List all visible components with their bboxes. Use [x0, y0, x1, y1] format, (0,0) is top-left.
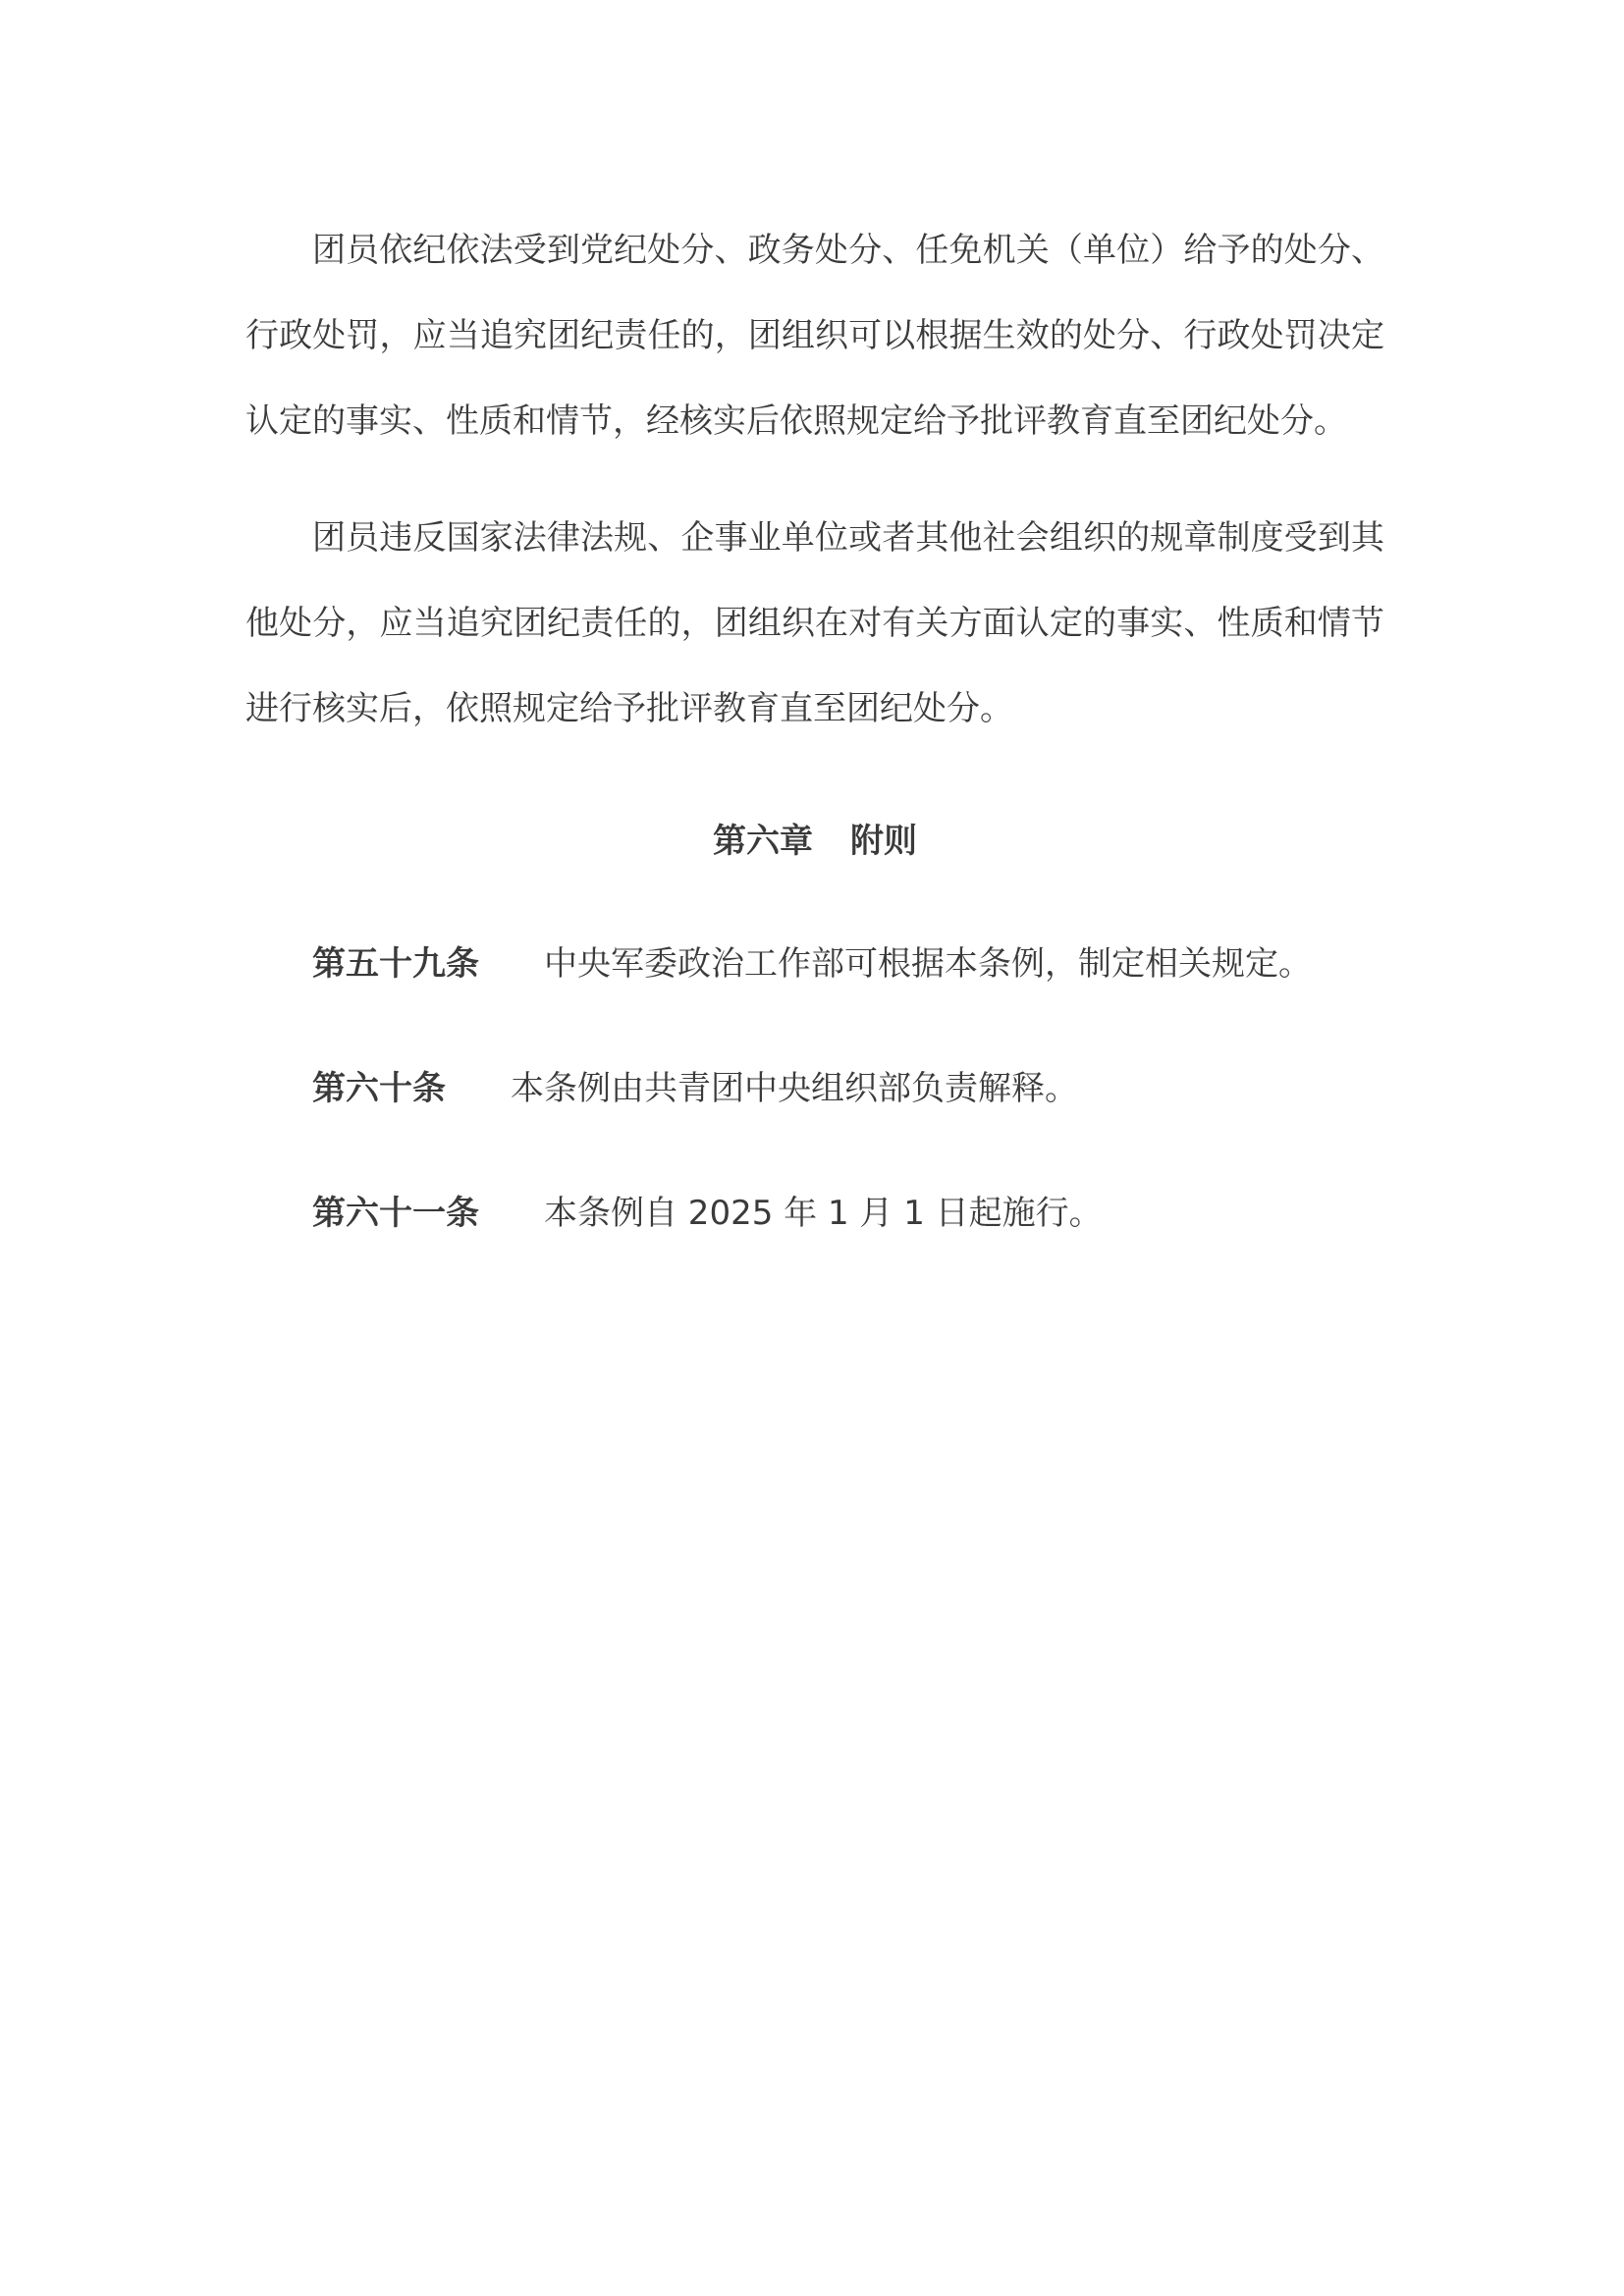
article-number: 第五十九条: [312, 944, 479, 984]
article-text: 中央军委政治工作部可根据本条例，制定相关规定。: [544, 944, 1312, 984]
article-number: 第六十条: [312, 1069, 446, 1108]
document-body: [245, 208, 1384, 1233]
paragraph-disciplinary-sanction: 团员依纪依法受到党纪处分、政务处分、任免机关（单位）给予的处分、行政处罚，应当追究团纪责任的，团组织可以根据生效的处分、行政处罚决定认定的事实、性质和情节，经核实后依照规定给予批评教育直至团纪处分。: [245, 231, 1384, 441]
article-text: 本条例自 2025 年 1 月 1 日起施行。: [544, 1194, 1103, 1233]
paragraph-other-sanction: 团员违反国家法律法规、企事业单位或者其他社会组织的规章制度受到其他处分，应当追究团纪责任的，团组织在对有关方面认定的事实、性质和情节进行核实后，依照规定给予批评教育直至团纪处分。: [245, 518, 1384, 728]
article-60: [312, 1059, 1078, 1118]
chapter-heading: [245, 799, 1384, 884]
article-text: 本条例由共青团中央组织部负责解释。: [511, 1069, 1078, 1108]
article-59: [312, 934, 1312, 993]
article-number: 第六十一条: [312, 1194, 479, 1233]
article-61: [312, 1184, 1103, 1243]
chapter-title: 附则: [850, 822, 917, 861]
chapter-number: 第六章: [713, 822, 813, 861]
